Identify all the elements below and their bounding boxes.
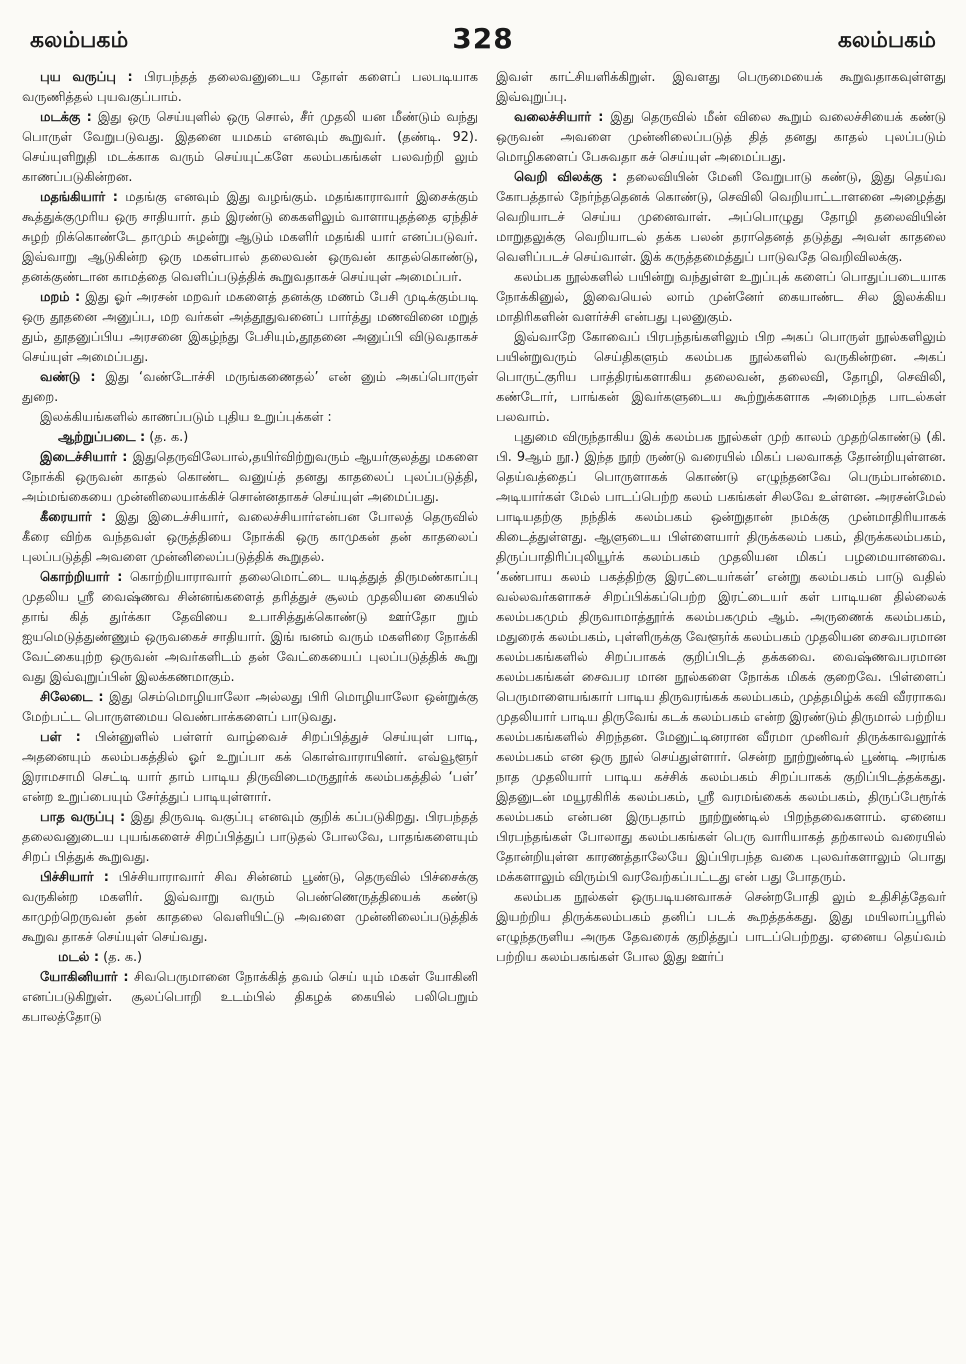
page-header (30, 22, 936, 62)
paragraph (22, 288, 478, 368)
paragraph (22, 688, 478, 728)
entry-text: இலக்கியங்களில் காணப்படும் புதிய உறுப்புக்கள் : (40, 410, 332, 425)
paragraph (22, 408, 478, 428)
paragraph (22, 368, 478, 408)
entry-text: புதுமை விருந்தாகிய இக் கலம்பக நூல்கள் முற் காலம் முதற்கொண்டு (கி. பி. 9ஆம் நூ.) இந்த நூற் ருண்டு வரையில் மிகப் பலவாகத் தோன்றியுள்ளன. தெய்வத்தைப் பொருளாகக் கொண்டு எழுந்தனவே பெரும்பான்மை. அடியார்கள் மேல் பாடப்பெற்ற கலம் பகங்கள் சிலவே உள்ளன. அரசன்மேல் பாடியதற்கு நந்திக் கலம்பகம் ஒன்றுதான் நமக்கு முன்மாதிரியாகக் கிடைத்துள்ளது. ஆளுடைய பிள்ளையார் திருக்கலம் பகம், திருக்கலம்பகம், திருப்பாதிரிப்புலியூர்க் கலம்பகம் முதலியன மிகப் பழமையானவை. ‘கண்பாய கலம் பகத்திற்கு இரட்டையர்கள்’ என்று கலம்பகம் பாடு வதில் வல்லவர்களாகச் சிறப்பிக்கப்பெற்ற இரட்டையர் கள் பாடியன தில்லைக் கலம்பகமும் திருவாமாத்தூர்க் கலம்பகமும் ஆம். அருணைக் கலம்பகம், மதுரைக் கலம்பகம், புள்ளிருக்கு வேளூர்க் கலம்பகம் முதலியன சைவபரமான கலம்பகங்களில் சிறப்பாகக் குறிப்பிடத் தக்கவை. வைஷ்ணவபரமான கலம்பகங்கள் சைவபர மான நூல்களை நோக்க மிகக் குறைவே. பிள்ளைப் பெருமாளையங்கார் பாடிய திருவரங்கக் கலம்பகம், முத்தமிழ்க் கவி வீரராகவ முதலியார் பாடிய திருவேங் கடக் கலம்பகம் என்ற இரண்டும் திருமால் பற்றிய கலம்பகங்களில் சிறந்தன. மேனுட்டினரான வீரமா முனிவர் திருக்காவலூர்க் கலம்பகம் என ஒரு நூல் செய்துள்ளார். சென்ற நூற்றுண்டில் பூண்டி அரங்க நாத முதலியார் பாடிய கச்சிக் கலம்பகம் சிறப்பாகக் குறிப்பிடத்தக்கது. இதனுடன் மயூரகிரிக் கலம்பகம், ஸ்ரீ வரமங்கைக் கலம்பகம், திருப்பேரூர்க் கலம்பகம் என்பன இருபதாம் நூற்றுண்டில் பிறந்தவைகளாம். ஏனைய பிரபந்தங்கள் போலாது கலம்பகங்கள் பெரு வாரியாகத் தற்காலம் வரையில் தோன்றியுள்ள காரணத்தாலேயே இப்பிரபந்த வகை புலவர்களாலும் பொது மக்களாலும் விரும்பி வரவேற்கப்பட்டது என் பது போதரும். (496, 430, 946, 885)
entry-text: பிரபந்தத் தலைவனுடைய தோள் களைப் பலபடியாக வருணித்தல் புயவகுப்பாம். (22, 70, 478, 105)
entry-text: இது ஒரு செய்யுளில் ஒரு சொல், சீர் முதலி யன மீண்டும் வந்து பொருள் வேறுபடுவது. இதனை யமகம் எனவும் கூறுவர். (தண்டி. 92). செய்யுளிறுதி மடக்காக வரும் செய்யுட்களே கலம்பகங்கள் பலவற்றி லும் காணப்படுகின்றன. (22, 110, 478, 185)
paragraph (22, 428, 478, 448)
paragraph (496, 328, 946, 428)
paragraph (496, 888, 946, 968)
entry-text: (த. க.) (103, 950, 143, 965)
entry-term: வலைச்சியார் : (514, 110, 604, 125)
paragraph (22, 68, 478, 108)
paragraph (496, 268, 946, 328)
entry-term: வெறி விலக்கு : (514, 170, 618, 185)
entry-text: கலம்பக நூல்கள் ஒருபடியனவாகச் சென்றபோதி லும் உதிசித்தேவர் இயற்றிய திருக்கலம்பகம் தனிப் படக் கூறத்தக்கது. இது மயிலாப்பூரில் எழுந்தருளிய அருக தேவரைக் குறித்துப் பாடப்பெற்றது. ஏனைய தெய்வம் பற்றிய கலம்பகங்கள் போல இது ஊர்ப் (496, 890, 946, 965)
entry-text: தலைவியின் மேனி வேறுபாடு கண்டு, இது தெய்வ கோபத்தால் நேர்ந்ததெனக் கொண்டு, செவிலி வெறியாட்டாளனை அழைத்து வெறியாடச் செய்ய முனைவாள். அப்பொழுது தோழி தலைவியின் மாறுதலுக்கு வெறியாடல் தக்க பலன் தராதெனத் தடுத்து அவள் காதலை வெளிப்படச் செய்வாள். இக் கருத்தமைத்துப் பாடுவதே வெறிவிலக்கு. (496, 170, 946, 265)
paragraph (22, 508, 478, 568)
entry-text: பின்னுளில் பள்ளர் வாழ்வைச் சிறப்பித்துச் செய்யுள் பாடி, அதனையும் கலம்பகத்தில் ஓர் உறுப்பா கக் கொள்வாராயினர். எவ்வூளூர் இராமசாமி செட்டி யார் தாம் பாடிய திருவிடைமருதூர்க் கலம்பகத்தில் ‘பள்’ என்ற உறுப்பையும் சேர்த்துப் பாடியுள்ளார். (22, 730, 478, 805)
paragraph (22, 728, 478, 808)
entry-text: சிவபெருமானை நோக்கித் தவம் செய் யும் மகள் யோகினி எனப்படுகிறுள். சூலப்பொறி உடம்பில் திகழக் கையில் பலிபெறும் கபாலத்தோடு (22, 970, 479, 1025)
paragraph (22, 448, 478, 508)
entry-text: இது ஓர் அரசன் மறவர் மகளைத் தனக்கு மணம் பேசி முடிக்கும்படி ஒரு தூதனை அனுப்ப, மற வர்கள் அத்தூதுவனைப் பார்த்து மணவினை மறுத் தும், தூதனுப்பிய அரசனை இகழ்ந்து பேசியும்,தூதனை அனுப்பி விடுவதாகச் செய்யுள் அமைப்பது. (22, 290, 478, 365)
paragraph (22, 808, 478, 868)
paragraph (22, 568, 478, 688)
entry-text: இது செம்மொழியாலோ அல்லது பிரி மொழியாலோ ஒன்றுக்கு மேற்பட்ட பொருளமைய வெண்பாக்களைப் பாடுவது. (22, 690, 478, 725)
paragraph (22, 108, 478, 188)
entry-text: மதங்கு எனவும் இது வழங்கும். மதங்காராவார் இசைக்கும் கூத்துக்குமுரிய ஒரு சாதியார். தம் இரண்டு கைகளிலும் வாளாயுதத்தை ஏந்திச் சுழற் றிக்கொண்டே தாமும் சுழன்று ஆடும் மகளிர் மதங்கி யார் எனப்படுவர். இவ்வாறு ஆடுகின்ற ஒரு மகள்பால் தலைவன் ஒருவன் காதல்கொண்டு, தனக்குண்டான காமத்தை வெளிப்படுத்திக் கூறுவதாகச் செய்யுள் அமைப்பர். (22, 190, 478, 285)
entry-term: பிச்சியார் : (40, 870, 109, 885)
right-column (496, 68, 946, 968)
paragraph (496, 68, 946, 108)
entry-term: மறம் : (40, 290, 81, 305)
entry-term: கொற்றியார் : (40, 570, 123, 585)
entry-term: கீரையார் : (40, 510, 107, 525)
entry-term: மதங்கியார் : (40, 190, 118, 205)
paragraph (496, 168, 946, 268)
paragraph (22, 188, 478, 288)
entry-text: இவள் காட்சியளிக்கிறுள். இவளது பெருமையைக் கூறுவதாகவுள்ளது இவ்வுறுப்பு. (496, 70, 946, 105)
entry-term: பாத வருப்பு : (40, 810, 126, 825)
entry-text: இது இடைச்சியார், வலைச்சியார்என்பன போலத் தெருவில் கீரை விற்க வந்தவள் ஒருத்தியை நோக்கி ஒரு காமுகன் தன் காதலைப் புலப்படுத்தி அவளை முன்னிலைப்படுத்திக் கூறுதல். (22, 510, 478, 565)
entry-term: பள் : (40, 730, 81, 745)
entry-term: மடல் : (58, 950, 99, 965)
entry-text: இது திருவடி வகுப்பு எனவும் குறிக் கப்படுகிறது. பிரபந்தத் தலைவனுடைய புயங்களைச் சிறப்பித்துப் பாடுதல் போலவே, பாதங்களையும் சிறப் பித்துக் கூறுவது. (22, 810, 478, 865)
entry-text: (த. க.) (149, 430, 189, 445)
entry-term: ஆற்றுப்படை : (58, 430, 146, 445)
entry-text: கலம்பக நூல்களில் பயின்று வந்துள்ள உறுப்புக் களைப் பொதுப்படையாக நோக்கினுல், இவையெல் லாம் முன்னேர் கையாண்ட சில இலக்கிய மாதிரிகளின் வளர்ச்சி என்பது புலனுகும். (496, 270, 946, 325)
entry-text: இவ்வாறே கோவைப் பிரபந்தங்களிலும் பிற அகப் பொருள் நூல்களிலும் பயின்றுவரும் செய்திகளும் கலம்பக நூல்களில் வருகின்றன. அகப் பொருட்குரிய பாத்திரங்களாகிய தலைவன், தலைவி, தோழி, செவிலி, கண்டோர், பாங்கன் இவர்களுடைய கூற்றுக்களாக அமைந்த பாடல்கள் பலவாம். (496, 330, 946, 425)
entry-text: இது தெருவில் மீன் விலை கூறும் வலைச்சியைக் கண்டு ஒருவன் அவளை முன்னிலைப்படுத் தித் தனது காதல் புலப்படும் மொழிகளைப் பேசுவதா கச் செய்யுள் அமைப்பது. (496, 110, 946, 165)
page-number: 328 (452, 22, 514, 55)
paragraph (22, 968, 478, 1028)
entry-text: கொற்றியாராவார் தலைமொட்டை யடித்துத் திருமண்காப்பு முதலிய ஸ்ரீ வைஷ்ணவ சின்னங்களைத் தரித்துச் சூலம் முதலியன கையில் தாங் கித் துர்க்கா தேவியை உபாசித்துக்கொண்டு ஊர்தோ றும் ஐயமெடுத்துண்ணும் ஒருவகைச் சாதியார். இங் ஙனம் வரும் மகளிரை நோக்கி வேட்கையுற்ற ஒருவன் அவர்களிடம் தன் வேட்கையைப் புலப்படுத்திக் கூறு வது இவ்வுறுப்பின் இலக்கணமாகும். (22, 570, 478, 685)
left-column (22, 68, 478, 1028)
running-head-left: கலம்பகம் (30, 28, 129, 53)
entry-term: புய வருப்பு : (40, 70, 133, 85)
entry-text: இதுதெருவிலேபால்,தயிர்விற்றுவரும் ஆயர்குலத்து மகளை நோக்கி ஒருவன் காதல் கொண்ட வனுய்த் தனது காதலைப் புலப்படுத்தி, அம்மங்கையை முன்னிலையாக்கிச் சொன்னதாகச் செய்யுள் அமைப்பது. (22, 450, 478, 505)
entry-text: இது ‘வண்டோச்சி மருங்கணைதல்’ என் னும் அகப்பொருள் துறை. (22, 370, 478, 405)
paragraph (496, 108, 946, 168)
paragraph (496, 428, 946, 888)
paragraph (22, 948, 478, 968)
running-head-right: கலம்பகம் (837, 28, 936, 53)
entry-term: இடைச்சியார் : (40, 450, 128, 465)
entry-term: சிலேடை : (40, 690, 104, 705)
entry-term: மடக்கு : (40, 110, 92, 125)
entry-text: பிச்சியாராவார் சிவ சின்னம் பூண்டு, தெருவில் பிச்சைக்கு வருகின்ற மகளிர். இவ்வாறு வரும் பெண்ணெருத்தியைக் கண்டு காமுற்றெருவன் தன் காதலை வெளியிட்டு அவளை முன்னிலைப்படுத்திக் கூறுவ தாகச் செய்யுள் செய்வது. (22, 870, 478, 945)
paragraph (22, 868, 478, 948)
entry-term: யோகினியார் : (40, 970, 129, 985)
entry-term: வண்டு : (40, 370, 96, 385)
